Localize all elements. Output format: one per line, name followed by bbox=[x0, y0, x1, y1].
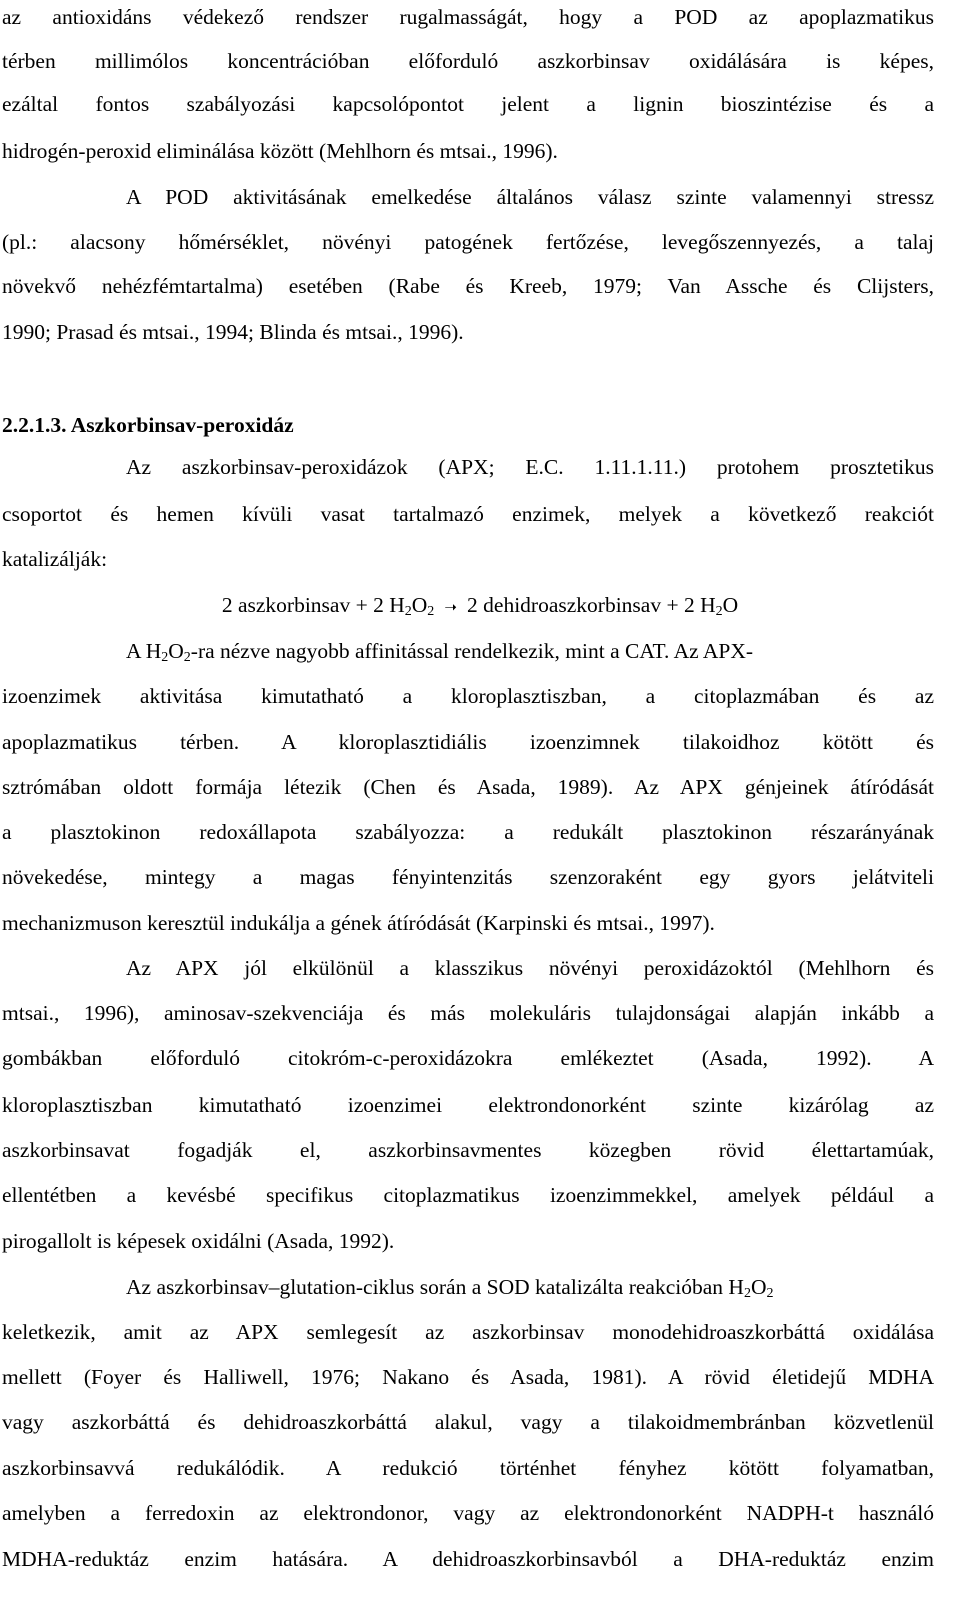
subscript: 2 bbox=[161, 650, 169, 665]
text-line: A POD aktivitásának emelkedése általános válasz szinte valamennyi stressz bbox=[126, 185, 934, 209]
text-fragment: -ra nézve nagyobb affinitással rendelkezik, mint a CAT. Az APX- bbox=[190, 639, 754, 663]
text-line: izoenzimek aktivitása kimutatható a kloroplasztiszban, a citoplazmában és az bbox=[2, 684, 934, 708]
equation-oxygen: O bbox=[411, 593, 428, 617]
text-line: gombákban előforduló citokróm-c-peroxidázokra emlékeztet (Asada, 1992). A bbox=[2, 1046, 934, 1070]
text-line: Az aszkorbinsav-peroxidázok (APX; E.C. 1.11.1.11.) protohem prosztetikus bbox=[126, 455, 934, 479]
text-line bbox=[126, 1272, 934, 1302]
subscript: 2 bbox=[715, 604, 723, 619]
text-line: mtsai., 1996), aminosav-szekvenciája és más molekuláris tulajdonságai alapján inkább a bbox=[2, 1001, 934, 1025]
text-line: a plasztokinon redoxállapota szabályozza: a redukált plasztokinon részarányának bbox=[2, 820, 934, 844]
text-fragment: A H bbox=[126, 639, 162, 663]
text-fragment: O bbox=[750, 1275, 767, 1299]
reaction-arrow-icon: ➝ bbox=[444, 598, 457, 616]
text-line: növekvő nehézfémtartalma) esetében (Rabe és Kreeb, 1979; Van Assche és Clijsters, bbox=[2, 274, 934, 298]
text-line: kloroplasztiszban kimutatható izoenzimei elektrondonorként szinte kizárólag az bbox=[2, 1093, 934, 1117]
text-line: ezáltal fontos szabályozási kapcsolópontot jelent a lignin bioszintézise és a bbox=[2, 92, 934, 116]
equation-water: O bbox=[722, 593, 739, 617]
text-fragment: Az aszkorbinsav–glutation-ciklus során a SOD katalizálta reakcióban H bbox=[126, 1275, 744, 1299]
text-fragment: O bbox=[168, 639, 184, 663]
text-line: mechanizmuson keresztül indukálja a gének átíródását (Karpinski és mtsai., 1997). bbox=[2, 911, 715, 935]
equation-reactants: 2 aszkorbinsav + 2 H bbox=[221, 593, 405, 617]
text-line: keletkezik, amit az APX semlegesít az aszkorbinsav monodehidroaszkorbáttá oxidálása bbox=[2, 1320, 934, 1344]
text-line: amelyben a ferredoxin az elektrondonor, vagy az elektrondonorként NADPH-t használó bbox=[2, 1501, 934, 1525]
section-heading: 2.2.1.3. Aszkorbinsav-peroxidáz bbox=[2, 413, 294, 437]
text-line: hidrogén-peroxid eliminálása között (Mehlhorn és mtsai., 1996). bbox=[2, 139, 558, 163]
text-line: katalizálják: bbox=[2, 547, 108, 571]
text-line: 1990; Prasad és mtsai., 1994; Blinda és mtsai., 1996). bbox=[2, 320, 464, 344]
subscript: 2 bbox=[183, 650, 191, 665]
text-line: vagy aszkorbáttá és dehidroaszkorbáttá alakul, vagy a tilakoidmembránban közvetlenül bbox=[2, 1410, 934, 1434]
text-line: csoportot és hemen kívüli vasat tartalmazó enzimek, melyek a következő reakciót bbox=[2, 502, 934, 526]
text-line: Az APX jól elkülönül a klasszikus növényi peroxidázoktól (Mehlhorn és bbox=[126, 956, 934, 980]
subscript: 2 bbox=[766, 1286, 774, 1301]
text-line: az antioxidáns védekező rendszer rugalmasságát, hogy a POD az apoplazmatikus bbox=[2, 5, 934, 29]
text-line: mellett (Foyer és Halliwell, 1976; Nakano és Asada, 1981). A rövid életidejű MDHA bbox=[2, 1365, 934, 1389]
text-line bbox=[126, 636, 934, 666]
text-line: aszkorbinsavvá redukálódik. A redukció történhet fényhez kötött folyamatban, bbox=[2, 1456, 934, 1480]
text-line: ellentétben a kevésbé specifikus citoplazmatikus izoenzimmekkel, amelyek például a bbox=[2, 1183, 934, 1207]
text-line: (pl.: alacsony hőmérséklet, növényi patogének fertőzése, levegőszennyezés, a talaj bbox=[2, 230, 934, 254]
subscript: 2 bbox=[427, 604, 435, 619]
text-line: apoplazmatikus térben. A kloroplasztidiális izoenzimnek tilakoidhoz kötött és bbox=[2, 730, 934, 754]
text-line: aszkorbinsavat fogadják el, aszkorbinsavmentes közegben rövid élettartamúak, bbox=[2, 1138, 934, 1162]
subscript: 2 bbox=[404, 604, 412, 619]
text-line: növekedése, mintegy a magas fényintenzitás szenzoraként egy gyors jelátviteli bbox=[2, 865, 934, 889]
text-line: térben millimólos koncentrációban előforduló aszkorbinsav oxidálására is képes, bbox=[2, 49, 934, 73]
subscript: 2 bbox=[743, 1286, 751, 1301]
reaction-equation bbox=[0, 590, 960, 620]
equation-products: 2 dehidroaszkorbinsav + 2 H bbox=[467, 593, 716, 617]
text-line: sztrómában oldott formája létezik (Chen és Asada, 1989). Az APX génjeinek átíródását bbox=[2, 775, 934, 799]
text-line: MDHA-reduktáz enzim hatására. A dehidroaszkorbinsavból a DHA-reduktáz enzim bbox=[2, 1547, 934, 1571]
text-line: pirogallolt is képesek oxidálni (Asada, 1992). bbox=[2, 1229, 395, 1253]
